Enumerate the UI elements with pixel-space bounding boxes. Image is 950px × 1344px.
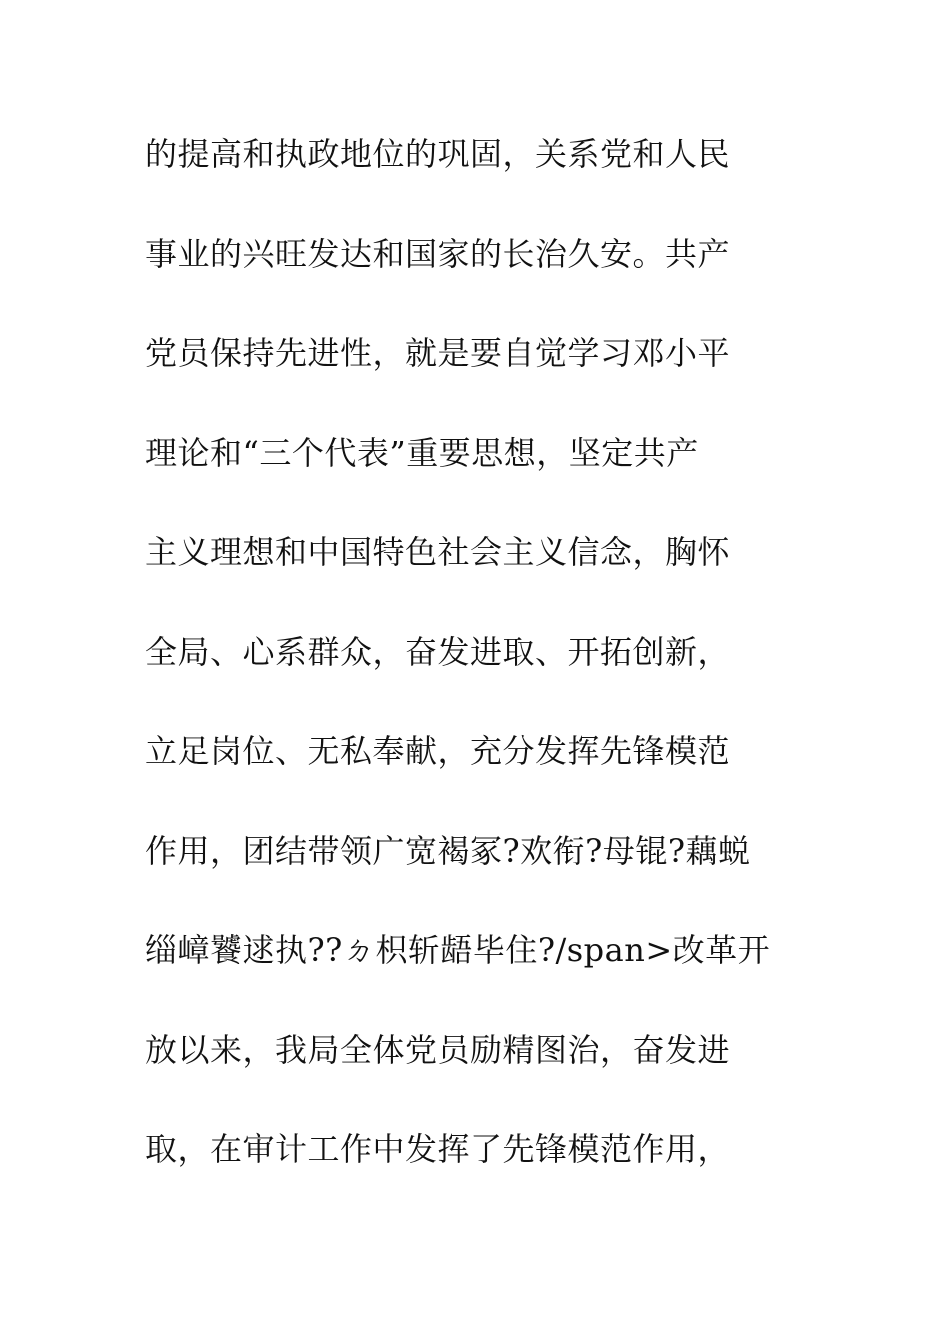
text-line: 党员保持先进性，就是要自觉学习邓小平: [145, 334, 731, 372]
text-line: 立足岗位、无私奉献，充分发挥先锋模范: [145, 732, 731, 770]
text-line: 全局、心系群众，奋发进取、开拓创新，: [145, 632, 731, 671]
body-text: [145, 128, 845, 1223]
text-line: 取，在审计工作中发挥了先锋模范作用，: [145, 1130, 731, 1168]
text-line: 主义理想和中国特色社会主义信念，胸怀: [145, 533, 731, 571]
text-line: 作用，团结带领广宽褐冢?欢衔?母锟?藕蜕: [145, 831, 751, 870]
text-line: 的提高和执政地位的巩固，关系党和人民: [145, 135, 731, 173]
text-line: 理论和“三个代表”重要思想，坚定共产: [145, 433, 699, 472]
text-line: 缁嶂饕逑执??ㄉ枳斩龉毕住?/span>改革开: [145, 931, 771, 969]
text-line: 放以来，我局全体党员励精图治，奋发进: [145, 1030, 731, 1069]
text-line: 事业的兴旺发达和国家的长治久安。共产: [145, 234, 731, 273]
